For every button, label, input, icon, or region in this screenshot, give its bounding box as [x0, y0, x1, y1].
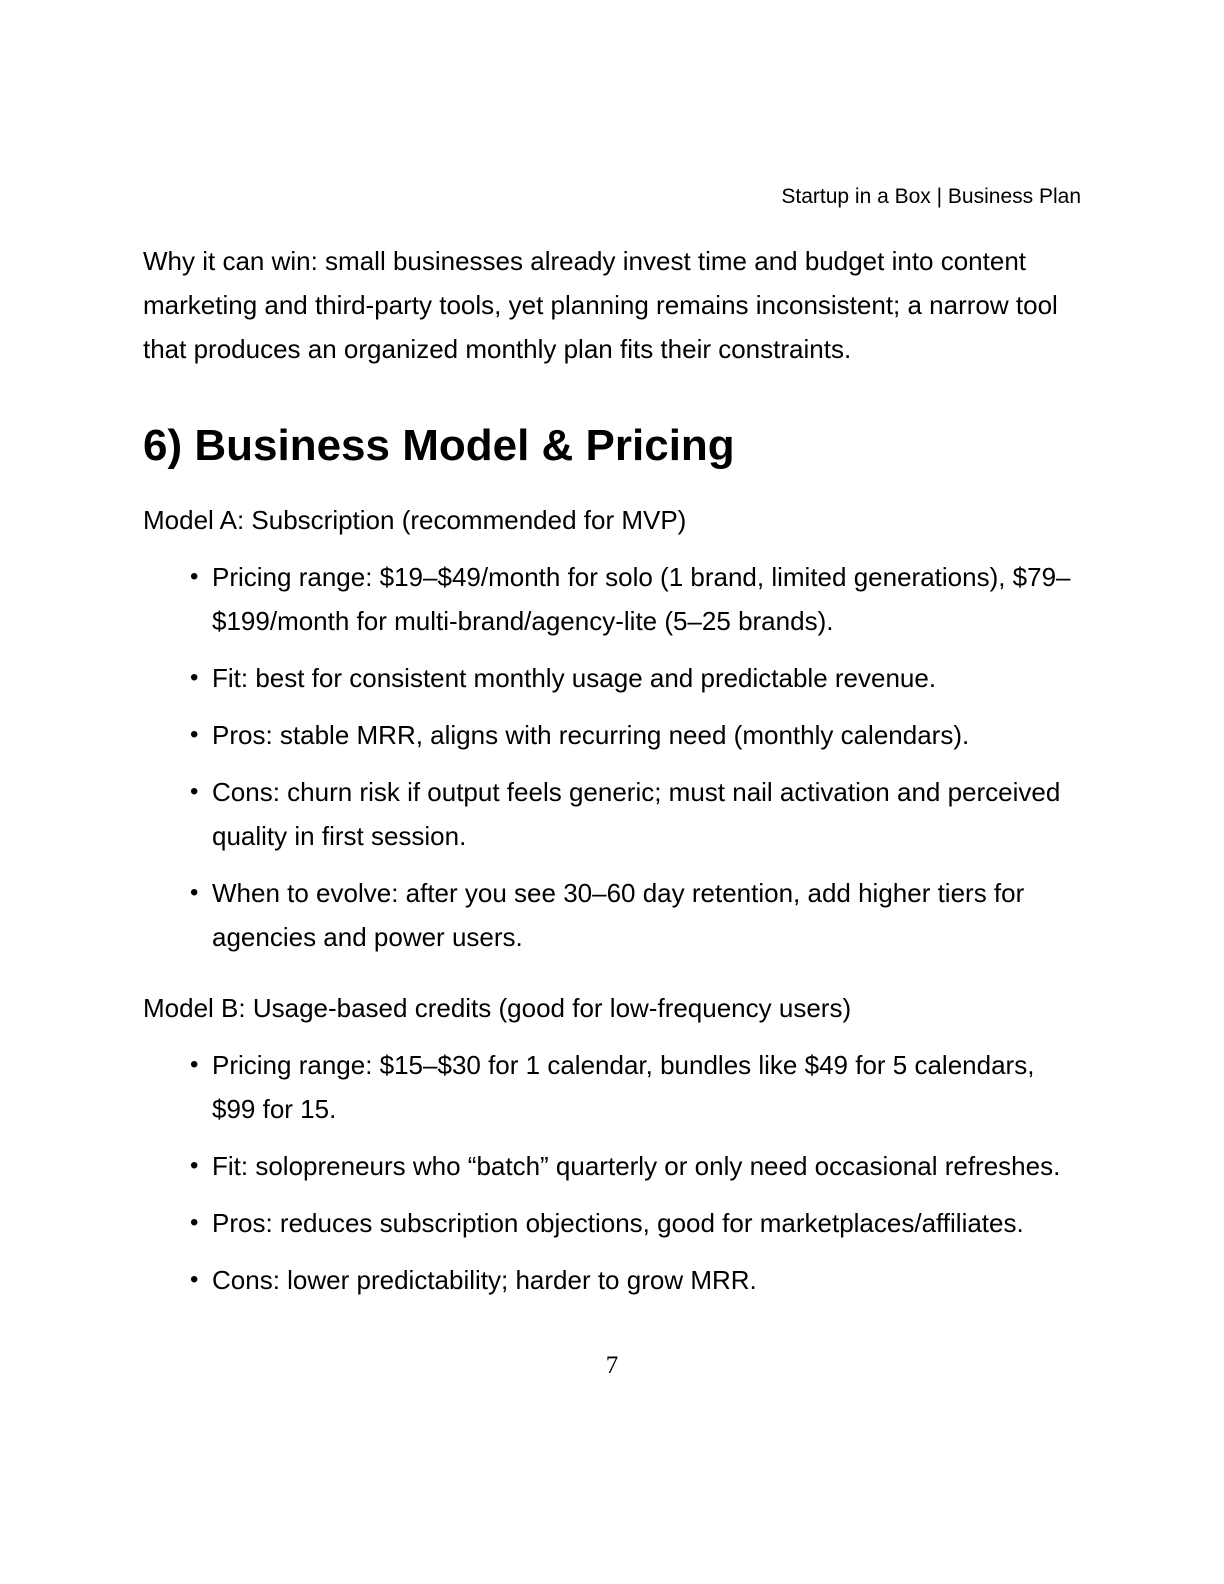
model-b-label: Model B: Usage-based credits (good for low-frequency users) — [143, 993, 852, 1023]
list-item: • Cons: lower predictability; harder to grow MRR. — [143, 1258, 1081, 1302]
list-item: • Pricing range: $15–$30 for 1 calendar, bundles like $49 for 5 calendars, $99 for 15. — [143, 1043, 1081, 1131]
list-item: • When to evolve: after you see 30–60 day retention, add higher tiers for agencies and power users. — [143, 871, 1081, 959]
list-item: • Fit: solopreneurs who “batch” quarterly or only need occasional refreshes. — [143, 1144, 1081, 1188]
page-content — [143, 183, 1081, 1315]
list-item: • Pricing range: $19–$49/month for solo (1 brand, limited generations), $79–$199/month for multi-brand/agency-lite (5–25 brands). — [143, 555, 1081, 643]
list-item: • Pros: reduces subscription objections, good for marketplaces/affiliates. — [143, 1201, 1081, 1245]
list-item: • Pros: stable MRR, aligns with recurring need (monthly calendars). — [143, 713, 1081, 757]
model-b-bullet-list — [143, 1043, 1081, 1302]
intro-paragraph: Why it can win: small businesses already invest time and budget into content marketing and third-party tools, yet planning remains inconsistent; a narrow tool that produces an organized monthly plan fits their constraints. — [143, 246, 1058, 364]
running-header: Startup in a Box | Business Plan — [781, 185, 1081, 208]
list-item: • Cons: churn risk if output feels generic; must nail activation and perceived quality in first session. — [143, 770, 1081, 858]
list-item: • Fit: best for consistent monthly usage and predictable revenue. — [143, 656, 1081, 700]
section-heading: 6) Business Model & Pricing — [143, 421, 735, 470]
model-a-label: Model A: Subscription (recommended for MVP) — [143, 505, 687, 535]
page-number: 7 — [605, 1352, 619, 1379]
model-a-bullet-list — [143, 555, 1081, 959]
